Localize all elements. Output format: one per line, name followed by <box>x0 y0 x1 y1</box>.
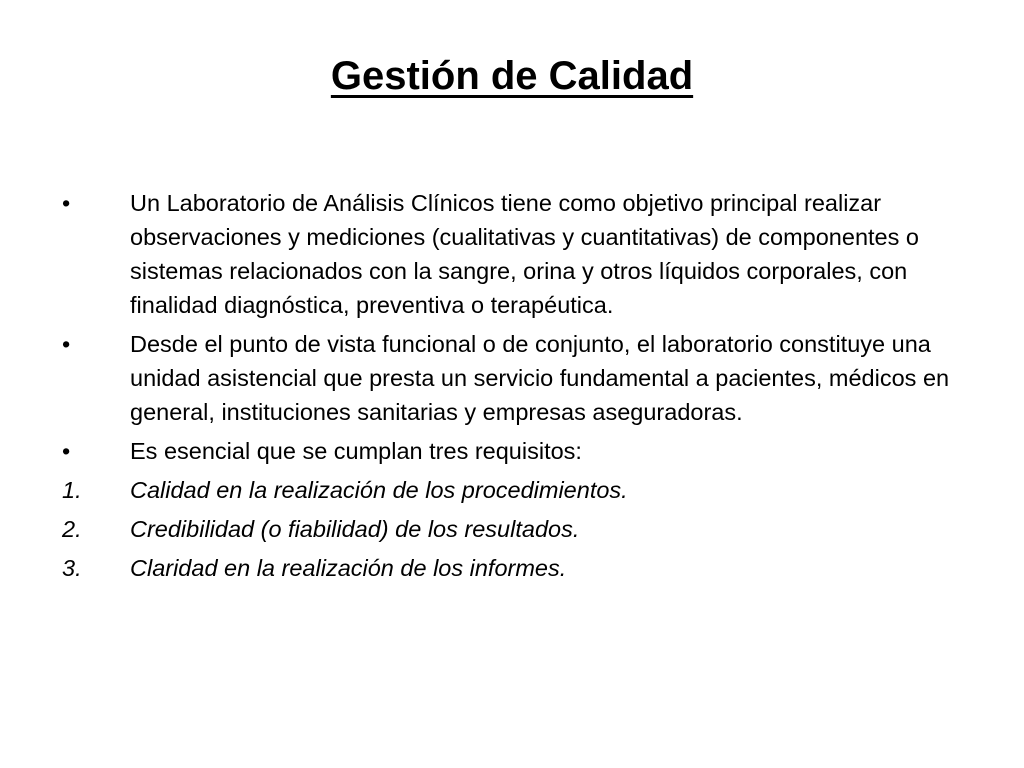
bullet-item-requirements-intro <box>62 434 962 468</box>
requirement-item-1 <box>62 473 962 507</box>
bullet-text: Desde el punto de vista funcional o de conjunto, el laboratorio constituye una unidad asistencial que presta un servicio fundamental a pacientes, médicos en general, instituciones sanitarias y empresas aseguradoras. <box>130 331 950 425</box>
bullet-item-objective <box>62 186 962 322</box>
slide-content <box>62 186 962 585</box>
number-marker: 2. <box>62 516 82 542</box>
bullet-marker: • <box>62 438 71 464</box>
number-marker: 1. <box>62 477 82 503</box>
bullet-text: Es esencial que se cumplan tres requisitos: <box>130 438 582 464</box>
requirement-item-2 <box>62 512 962 546</box>
requirement-text: Claridad en la realización de los informes. <box>130 555 567 581</box>
bullet-marker: • <box>62 190 71 216</box>
bullet-marker: • <box>62 331 71 357</box>
slide-title: Gestión de Calidad <box>330 54 694 98</box>
requirement-text: Calidad en la realización de los procedimientos. <box>130 477 628 503</box>
number-marker: 3. <box>62 555 82 581</box>
requirement-text: Credibilidad (o fiabilidad) de los resultados. <box>130 516 580 542</box>
bullet-item-functional <box>62 327 962 429</box>
requirement-item-3 <box>62 551 962 585</box>
bullet-text: Un Laboratorio de Análisis Clínicos tiene como objetivo principal realizar observaciones y mediciones (cualitativas y cuantitativas) de componentes o sistemas relacionados con la sangre, orina y otros líquidos corporales, con finalidad diagnóstica, preventiva o terapéutica. <box>130 190 919 318</box>
